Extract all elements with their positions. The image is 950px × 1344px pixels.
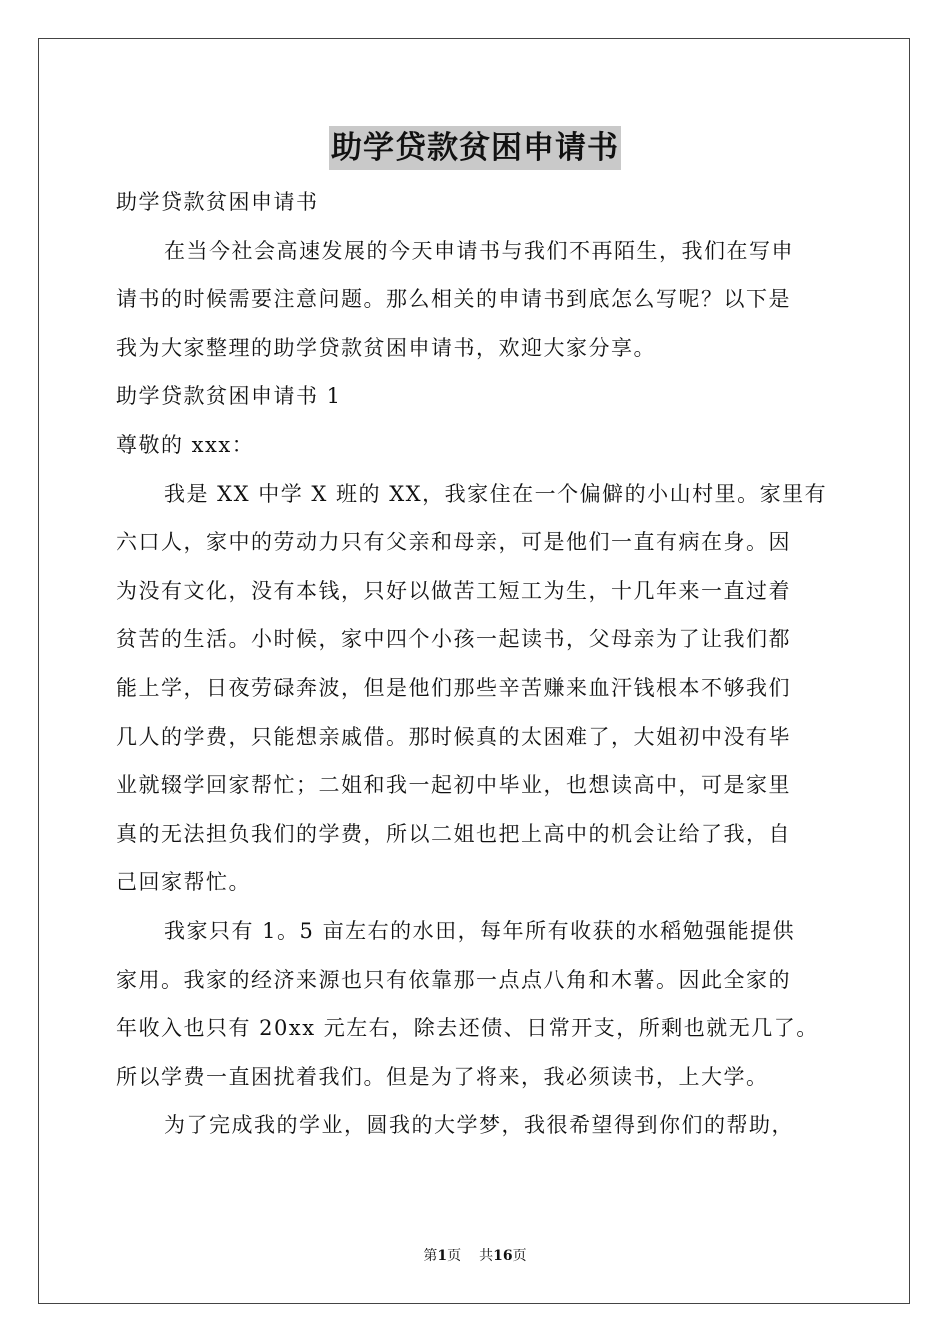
paragraph-line: 为了完成我的学业，圆我的大学梦，我很希望得到你们的帮助， bbox=[164, 1113, 794, 1138]
salutation: 尊敬的 xxx： bbox=[116, 432, 255, 457]
paragraph-line: 能上学，日夜劳碌奔波，但是他们那些辛苦赚来血汗钱根本不够我们 bbox=[116, 675, 791, 700]
paragraph-line: 年收入也只有 20xx 元左右，除去还债、日常开支，所剩也就无几了。 bbox=[116, 1016, 819, 1041]
paragraph-line: 家用。我家的经济来源也只有依靠那一点点八角和木薯。因此全家的 bbox=[116, 967, 791, 992]
total-prefix: 共 bbox=[479, 1248, 494, 1264]
page-suffix: 页 bbox=[447, 1248, 462, 1264]
paragraph-line: 在当今社会高速发展的今天申请书与我们不再陌生，我们在写申 bbox=[164, 238, 794, 263]
current-page-number: 1 bbox=[437, 1248, 448, 1264]
paragraph-line: 为没有文化，没有本钱，只好以做苦工短工为生，十几年来一直过着 bbox=[116, 578, 791, 603]
total-suffix: 页 bbox=[512, 1248, 527, 1264]
paragraph-line: 己回家帮忙。 bbox=[116, 870, 251, 895]
title-area bbox=[0, 126, 950, 170]
paragraph-line: 我为大家整理的助学贷款贫困申请书，欢迎大家分享。 bbox=[116, 335, 656, 360]
paragraph-line: 请书的时候需要注意问题。那么相关的申请书到底怎么写呢？以下是 bbox=[116, 287, 791, 312]
paragraph-line: 业就辍学回家帮忙；二姐和我一起初中毕业，也想读高中，可是家里 bbox=[116, 773, 791, 798]
document-title: 助学贷款贫困申请书 bbox=[329, 126, 621, 170]
paragraph-line: 我是 XX 中学 X 班的 XX，我家住在一个偏僻的小山村里。家里有 bbox=[164, 481, 828, 506]
paragraph-line: 贫苦的生活。小时候，家中四个小孩一起读书，父母亲为了让我们都 bbox=[116, 627, 791, 652]
paragraph-line: 六口人，家中的劳动力只有父亲和母亲，可是他们一直有病在身。因 bbox=[116, 530, 791, 555]
document-body bbox=[116, 178, 846, 1150]
total-pages-number: 16 bbox=[493, 1248, 513, 1264]
paragraph-line: 几人的学费，只能想亲戚借。那时候真的太困难了，大姐初中没有毕 bbox=[116, 724, 791, 749]
section-heading: 助学贷款贫困申请书 1 bbox=[116, 384, 342, 409]
paragraph-line: 我家只有 1。5 亩左右的水田，每年所有收获的水稻勉强能提供 bbox=[164, 918, 796, 943]
subtitle-line: 助学贷款贫困申请书 bbox=[116, 190, 319, 214]
page-prefix: 第 bbox=[423, 1248, 438, 1264]
page-footer bbox=[0, 1246, 950, 1266]
paragraph-line: 所以学费一直困扰着我们。但是为了将来，我必须读书，上大学。 bbox=[116, 1064, 769, 1089]
paragraph-line: 真的无法担负我们的学费，所以二姐也把上高中的机会让给了我，自 bbox=[116, 821, 791, 846]
